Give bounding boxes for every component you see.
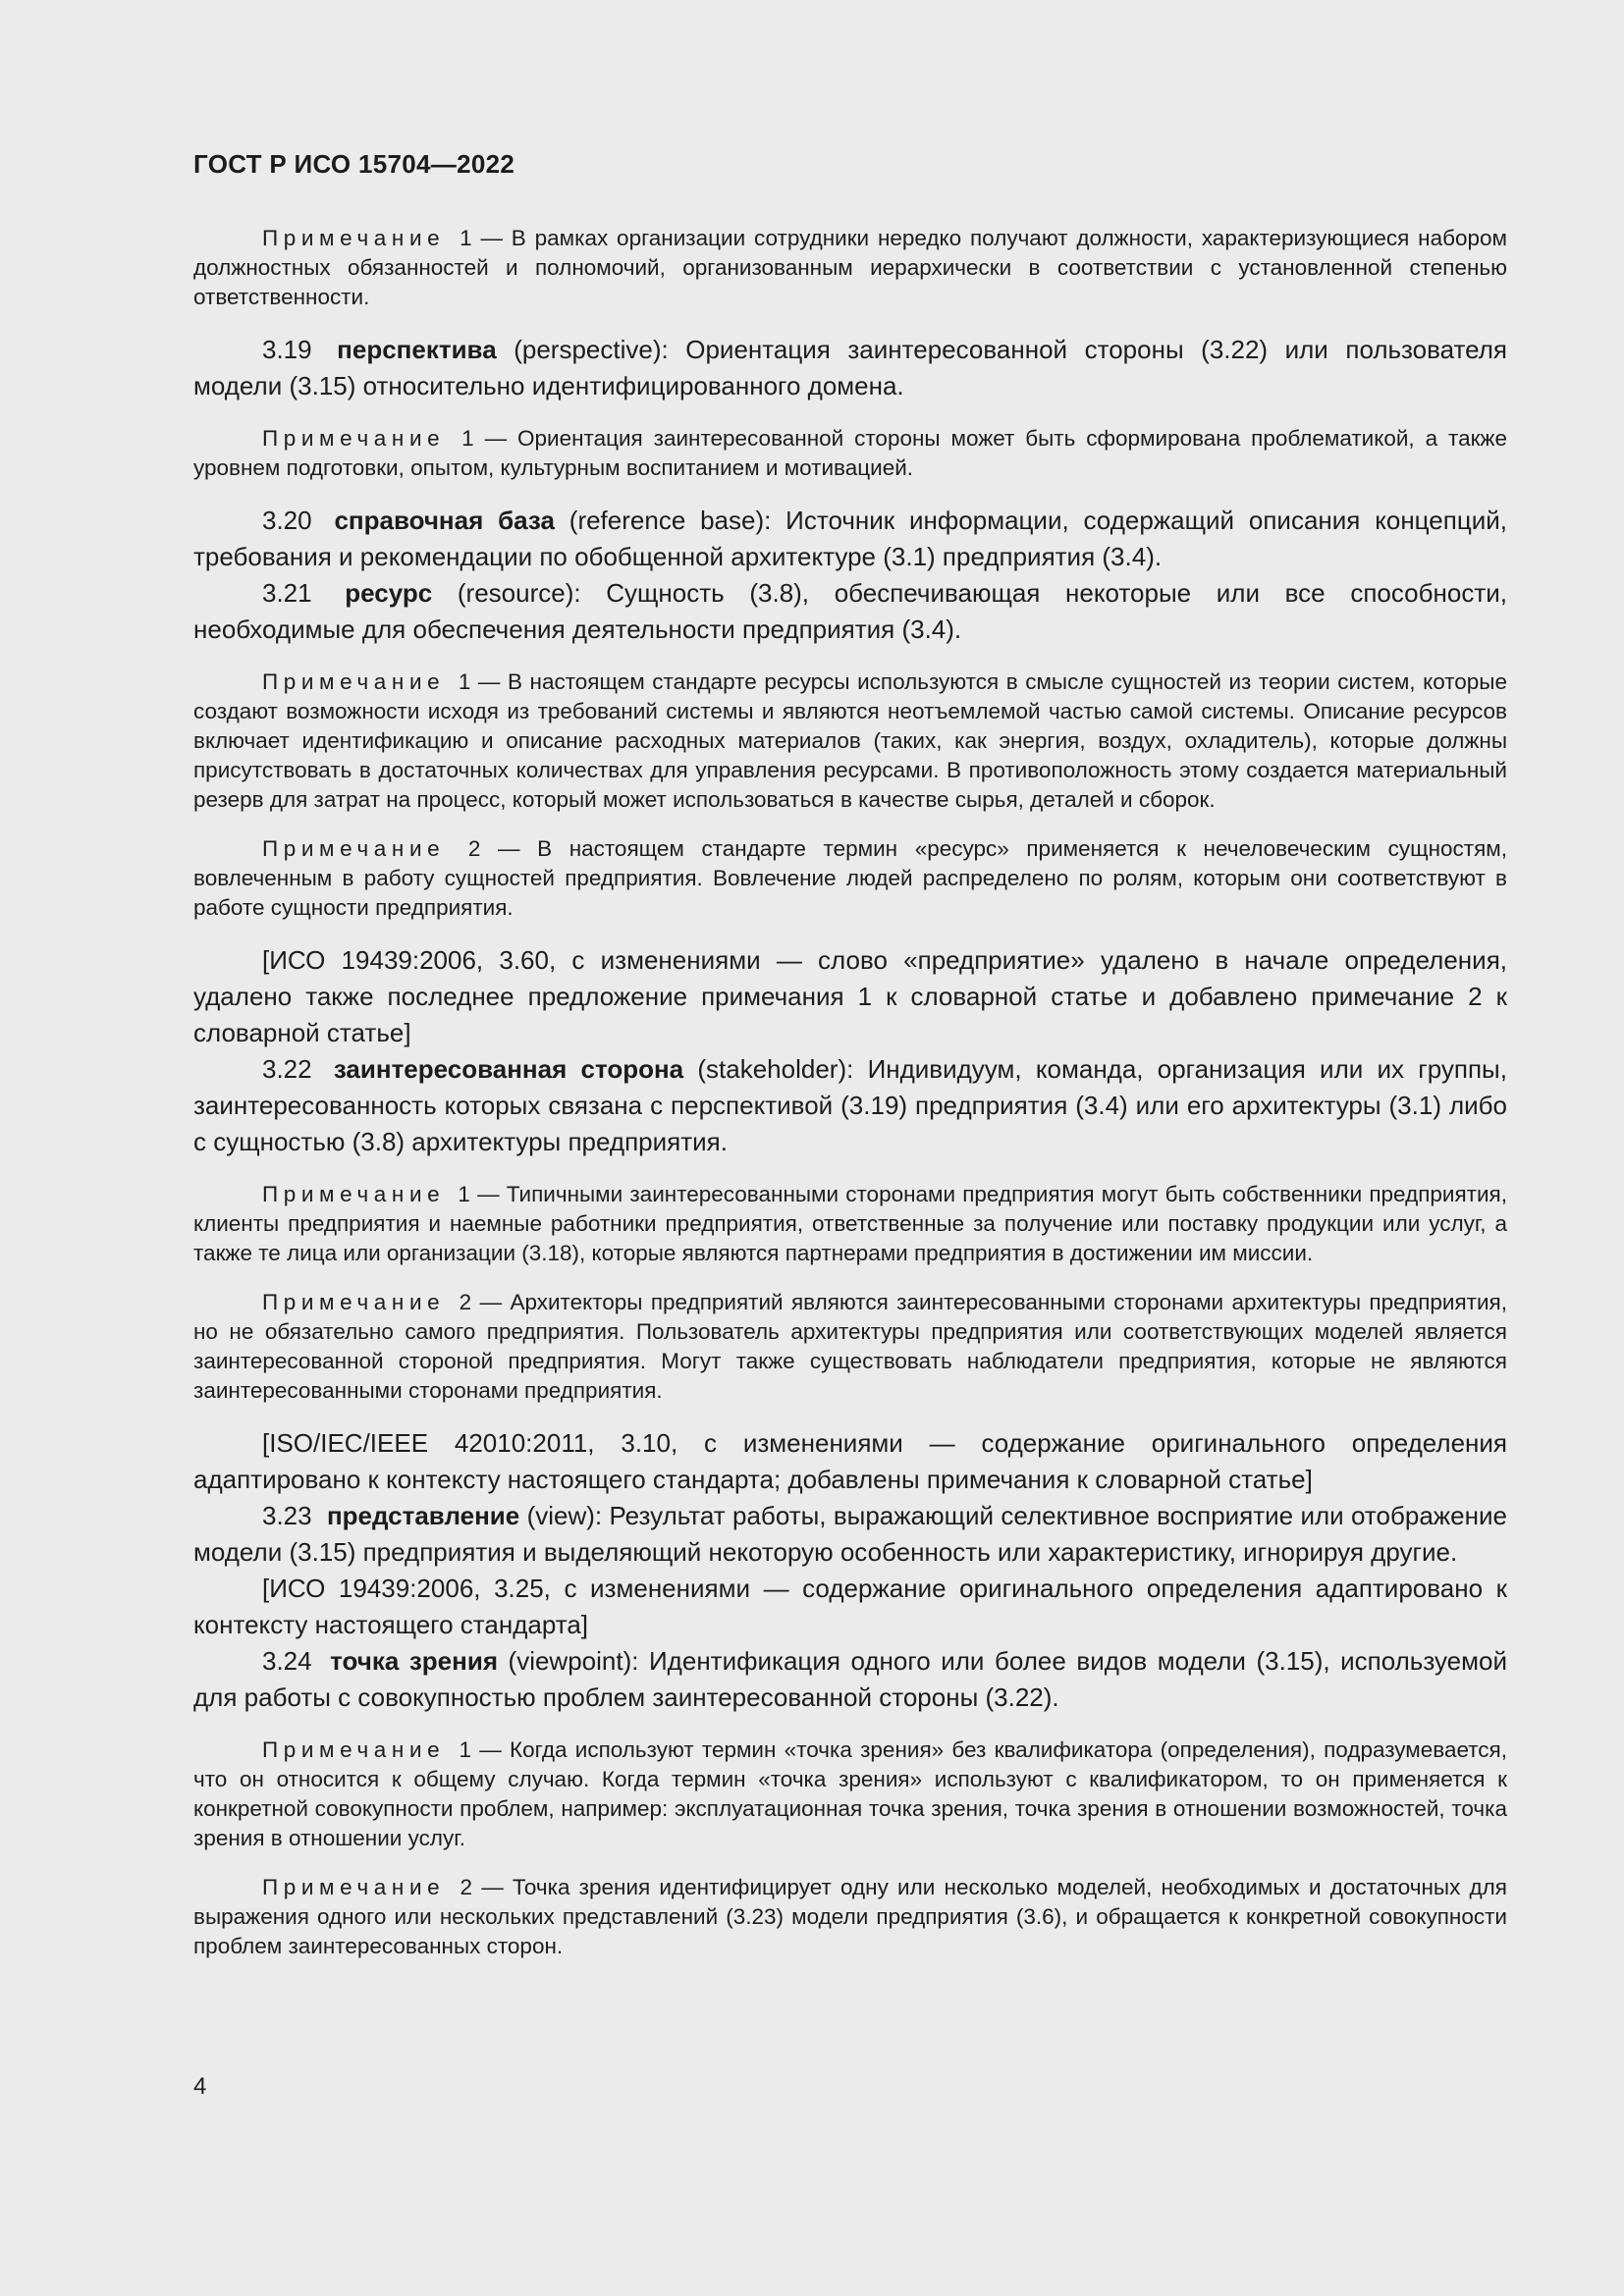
note-number: 1 bbox=[459, 1737, 472, 1762]
note-label: Примечание bbox=[262, 226, 446, 250]
note-text: — Точка зрения идентифицирует одну или несколько моделей, необходимых и достаточных для выражения одного или нескольких представлений (3.23) модели предприятия (3.6), и обращается к конкретной совокупности проблем заинтересованных сторон. bbox=[193, 1875, 1507, 1958]
note-number: 1 bbox=[458, 1182, 470, 1206]
note-label: Примечание bbox=[262, 836, 446, 861]
note bbox=[193, 224, 1507, 312]
note-label: Примечание bbox=[262, 1290, 446, 1314]
note bbox=[193, 424, 1507, 483]
note-number: 1 bbox=[461, 426, 474, 451]
source-reference: [ИСО 19439:2006, 3.25, с изменениями — содержание оригинального определения адаптировано к контексту настоящего стандарта] bbox=[193, 1574, 1507, 1639]
source-reference: [ИСО 19439:2006, 3.60, с изменениями — слово «предприятие» удалено в начале определения, удалено также последнее предложение примечания 1 к словарной статье и добавлено примечание 2 к словарной статье] bbox=[193, 945, 1507, 1047]
term-name: справочная база bbox=[334, 506, 555, 535]
term-definition: (stakeholder): Индивидуум, команда, организация или их группы, заинтересованность которых связана с перспективой (3.19) предприятия (3.4) или его архитектуры (3.1) либо с сущностью (3.8) архитектуры предприятия. bbox=[193, 1054, 1507, 1156]
term-name: заинтересованная сторона bbox=[333, 1054, 684, 1084]
note bbox=[193, 1288, 1507, 1406]
note-label: Примечание bbox=[262, 1182, 446, 1206]
note bbox=[193, 834, 1507, 923]
term-number: 3.21 bbox=[262, 578, 312, 608]
note-text: — Когда используют термин «точка зрения» без квалификатора (определения), подразумевается, что он относится к общему случаю. Когда термин «точка зрения» используют с квалификатором, то он применяется к конкретной совокупности проблем, например: эксплуатационная точка зрения, точка зрения в отношении возможностей, точка зрения в отношении услуг. bbox=[193, 1737, 1507, 1850]
source-reference: [ISO/IEC/IEEE 42010:2011, 3.10, с изменениями — содержание оригинального определения адаптировано к контексту настоящего стандарта; добавлены примечания к словарной статье] bbox=[193, 1428, 1507, 1494]
term-definition: (reference base): Источник информации, содержащий описания концепций, требования и рекомендации по обобщенной архитектуре (3.1) предприятия (3.4). bbox=[193, 506, 1507, 571]
note-number: 1 bbox=[460, 226, 472, 250]
term-name: перспектива bbox=[337, 335, 497, 364]
note-number: 2 bbox=[460, 1875, 472, 1899]
note-text: — В настоящем стандарте термин «ресурс» применяется к нечеловеческим сущностям, вовлеченным в работу сущностей предприятия. Вовлечение людей распределено по ролям, которым они соответствуют в работе сущности предприятия. bbox=[193, 836, 1507, 920]
term-name: представление bbox=[326, 1501, 520, 1530]
term-definition: (viewpoint): Идентификация одного или более видов модели (3.15), используемой для работы с совокупностью проблем заинтересованной стороны (3.22). bbox=[193, 1646, 1507, 1712]
note bbox=[193, 1873, 1507, 1961]
note-number: 2 bbox=[467, 836, 481, 861]
term-entry-3-20 bbox=[193, 503, 1507, 575]
note bbox=[193, 667, 1507, 815]
note-label: Примечание bbox=[262, 426, 446, 451]
page-number: 4 bbox=[193, 2073, 207, 2100]
term-number: 3.23 bbox=[262, 1501, 312, 1530]
term-entry-3-23 bbox=[193, 1498, 1507, 1571]
term-number: 3.24 bbox=[262, 1646, 312, 1676]
term-definition: (perspective): Ориентация заинтересованной стороны (3.22) или пользователя модели (3.15) относительно идентифицированного домена. bbox=[193, 335, 1508, 400]
term-entry-3-22 bbox=[193, 1051, 1507, 1160]
term-name: точка зрения bbox=[330, 1646, 498, 1676]
note bbox=[193, 1735, 1507, 1853]
note-label: Примечание bbox=[262, 1875, 446, 1899]
note-label: Примечание bbox=[262, 669, 446, 694]
note-text: — Типичными заинтересованными сторонами предприятия могут быть собственники предприятия, клиенты предприятия и наемные работники предприятия, ответственные за получение или поставку продукции или услуг, а также те лица или организации (3.18), которые являются партнерами предприятия в достижении им миссии. bbox=[193, 1182, 1507, 1265]
document-body bbox=[193, 224, 1507, 1961]
term-name: ресурс bbox=[345, 578, 433, 608]
term-definition: (resource): Сущность (3.8), обеспечивающая некоторые или все способности, необходимые для обеспечения деятельности предприятия (3.4). bbox=[193, 578, 1507, 644]
note-text: — В рамках организации сотрудники нередко получают должности, характеризующиеся набором должностных обязанностей и полномочий, организованным иерархически в соответствии с установленной степенью ответственности. bbox=[193, 226, 1507, 309]
term-number: 3.22 bbox=[262, 1054, 312, 1084]
note-number: 1 bbox=[458, 669, 471, 694]
term-definition: (view): Результат работы, выражающий селективное восприятие или отображение модели (3.15) предприятия и выделяющий некоторую особенность или характеристику, игнорируя другие. bbox=[193, 1501, 1507, 1567]
note-label: Примечание bbox=[262, 1737, 446, 1762]
note bbox=[193, 1180, 1507, 1268]
term-number: 3.20 bbox=[262, 506, 312, 535]
note-text: — Ориентация заинтересованной стороны может быть сформирована проблематикой, а также уровнем подготовки, опытом, культурным воспитанием и мотивацией. bbox=[193, 426, 1507, 480]
term-number: 3.19 bbox=[262, 335, 312, 364]
note-text: — В настоящем стандарте ресурсы используются в смысле сущностей из теории систем, которые создают возможности исходя из требований системы и являются неотъемлемой частью самой системы. Описание ресурсов включает идентификацию и описание расходных материалов (таких, как энергия, воздух, охладитель), которые должны присутствовать в достаточных количествах для управления ресурсами. В противоположность этому создается материальный резерв для затрат на процесс, который может использоваться в качестве сырья, деталей и сборок. bbox=[193, 669, 1507, 812]
document-header: ГОСТ Р ИСО 15704—2022 bbox=[193, 149, 515, 179]
term-entry-3-24 bbox=[193, 1643, 1507, 1716]
term-entry-3-19 bbox=[193, 332, 1507, 404]
term-entry-3-21 bbox=[193, 575, 1507, 648]
note-number: 2 bbox=[459, 1290, 472, 1314]
note-text: — Архитекторы предприятий являются заинтересованными сторонами архитектуры предприятия, но не обязательно самого предприятия. Пользователь архитектуры предприятия или соответствующих моделей является заинтересованной стороной предприятия. Могут также существовать наблюдатели предприятия, которые не являются заинтересованными сторонами предприятия. bbox=[193, 1290, 1507, 1403]
